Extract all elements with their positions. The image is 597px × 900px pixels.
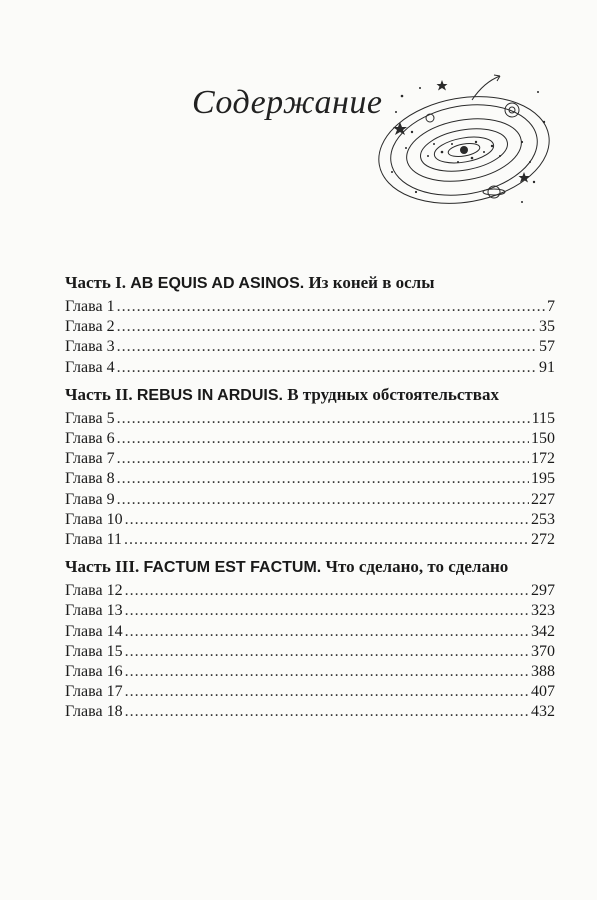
dot-leader: [117, 429, 529, 449]
toc-entry: [65, 702, 555, 722]
toc-entry: [65, 682, 555, 702]
toc-entry: [65, 510, 555, 530]
chapter-label: Глава 13: [65, 602, 123, 620]
chapter-label: Глава 1: [65, 298, 115, 315]
page-number: 7: [547, 298, 555, 315]
dot-leader: [117, 409, 530, 429]
toc-entry: [65, 642, 555, 662]
dot-leader: [125, 682, 529, 702]
dot-leader: [117, 490, 529, 510]
chapter-label: Глава 6: [65, 430, 115, 448]
chapter-label: Глава 8: [65, 470, 115, 488]
toc-entry: [65, 317, 555, 337]
dot-leader: [125, 662, 529, 682]
toc-entry: [65, 530, 555, 550]
toc-entry: [65, 662, 555, 682]
chapter-label: Глава 9: [65, 490, 115, 508]
dot-leader: [117, 469, 529, 489]
toc-entry: [65, 429, 555, 449]
dot-leader: [125, 601, 529, 621]
page-number: 342: [531, 622, 555, 640]
page-number: 253: [531, 510, 555, 528]
toc-entry: [65, 337, 555, 357]
part-russian-title: Из коней в ослы: [304, 273, 435, 292]
toc-entry: [65, 490, 555, 510]
chapter-label: Глава 15: [65, 642, 123, 660]
part-latin-title: REBUS IN ARDUIS.: [136, 386, 283, 404]
dot-leader: [125, 702, 529, 722]
part-prefix: Часть III.: [65, 557, 144, 577]
page-number: 432: [531, 703, 555, 721]
toc-entry: [65, 622, 555, 642]
chapter-label: Глава 5: [65, 409, 115, 427]
dot-leader: [117, 449, 529, 469]
part-latin-title: FACTUM EST FACTUM.: [143, 559, 322, 577]
page-number: 297: [531, 582, 555, 600]
chapter-label: Глава 16: [65, 663, 123, 681]
dot-leader: [125, 581, 529, 601]
table-of-contents: [65, 266, 555, 723]
chapter-label: Глава 14: [65, 622, 123, 640]
dot-leader: [117, 358, 537, 378]
page-number: 115: [531, 409, 555, 427]
page-number: 57: [539, 338, 555, 356]
page-number: 227: [531, 490, 555, 508]
part-heading: [65, 272, 555, 295]
page-number: 388: [531, 663, 555, 681]
dot-leader: [124, 530, 529, 550]
toc-entry: [65, 449, 555, 469]
toc-entry: [65, 601, 555, 621]
toc-entry: [65, 297, 555, 317]
part-heading: [65, 384, 555, 407]
page-number: 91: [539, 358, 555, 376]
page-number: 370: [531, 642, 555, 660]
part-latin-title: AB EQUIS AD ASINOS.: [130, 275, 305, 292]
chapter-label: Глава 17: [65, 683, 123, 701]
page-number: 172: [531, 450, 555, 468]
galaxy-illustration-icon: [372, 52, 562, 222]
page-number: 323: [531, 602, 555, 620]
page-number: 195: [531, 470, 555, 488]
dot-leader: [117, 297, 545, 317]
toc-entry: [65, 581, 555, 601]
chapter-label: Глава 11: [65, 531, 122, 549]
page-number: 150: [531, 430, 555, 448]
chapter-label: Глава 12: [65, 582, 123, 600]
dot-leader: [117, 317, 537, 337]
dot-leader: [117, 337, 537, 357]
part-russian-title: В трудных обстоятельствах: [282, 384, 499, 404]
page-number: 272: [531, 531, 555, 549]
part-prefix: Часть II.: [65, 384, 137, 404]
page-number: 407: [531, 683, 555, 701]
chapter-label: Глава 3: [65, 338, 115, 356]
chapter-label: Глава 18: [65, 703, 123, 721]
dot-leader: [125, 510, 529, 530]
toc-entry: [65, 358, 555, 378]
page-number: 35: [539, 318, 555, 336]
dot-leader: [125, 642, 529, 662]
toc-entry: [65, 469, 555, 489]
chapter-label: Глава 4: [65, 358, 115, 376]
page-title: Содержание: [192, 84, 383, 121]
chapter-label: Глава 7: [65, 450, 115, 468]
dot-leader: [125, 622, 529, 642]
part-heading: [65, 556, 555, 579]
toc-entry: [65, 409, 555, 429]
part-prefix: Часть I.: [65, 273, 131, 292]
part-russian-title: Что сделано, то сделано: [321, 557, 509, 577]
chapter-label: Глава 10: [65, 510, 123, 528]
chapter-label: Глава 2: [65, 318, 115, 336]
